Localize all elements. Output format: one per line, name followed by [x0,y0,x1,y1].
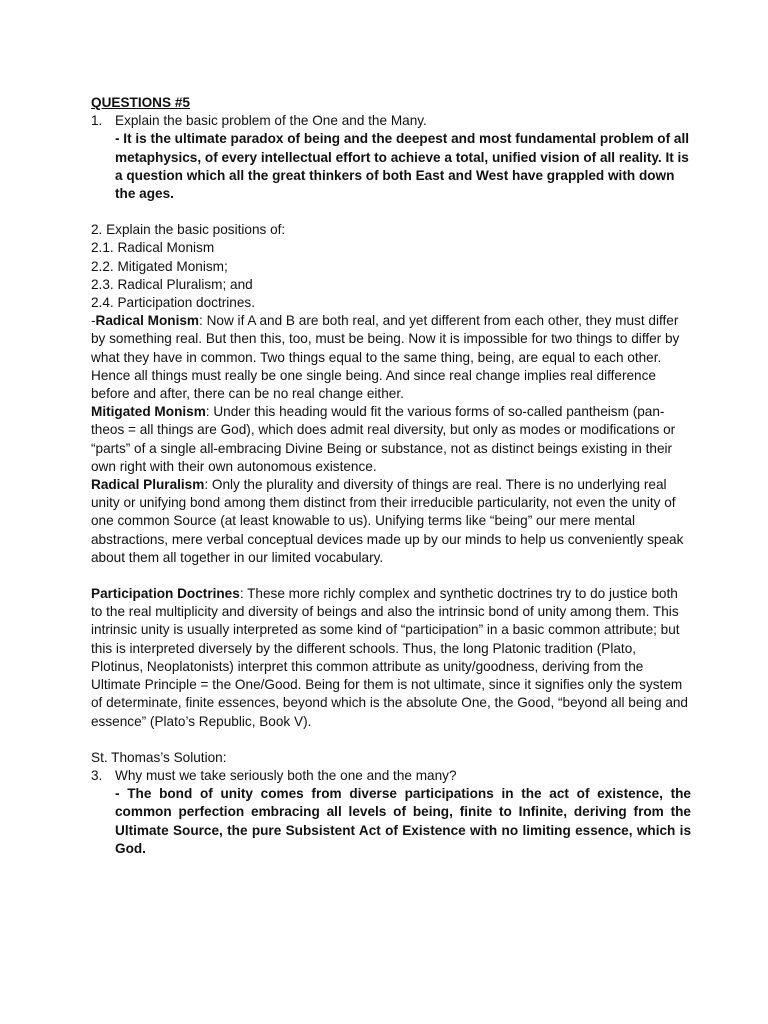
mitigated-monism-paragraph [91,403,691,476]
page-title: QUESTIONS #5 [91,95,190,110]
st-thomas-heading: St. Thomas’s Solution: [91,749,227,765]
mitigated-monism-text: : Under this heading would fit the various forms of so-called pantheism (pan-theos = all things are God), which does admit real diversity, but only as modes or modifications or “parts” of a single all-embracing Divine Being or substance, not as distinct beings existing in their own right with their own autonomous existence. [91,404,676,474]
radical-monism-prefix: - [91,313,96,329]
question-1-number: 1. [91,113,103,129]
spacer [91,731,691,749]
radical-monism-term: Radical Monism [95,313,200,329]
position-item-3: 2.3. Radical Pluralism; and [91,276,253,292]
spacer [91,567,691,585]
question-3-text: Why must we take seriously both the one and the many? [115,767,457,783]
question-1-text: Explain the basic problem of the One and the Many. [115,113,427,129]
question-2: 2. Explain the basic positions of: [91,222,286,238]
position-item-1: 2.1. Radical Monism [91,240,215,256]
participation-doctrines-term: Participation Doctrines [91,586,240,602]
radical-monism-paragraph [91,312,691,403]
position-item-2: 2.2. Mitigated Monism; [91,258,228,274]
participation-doctrines-text: : These more richly complex and synthetic doctrines try to do justice both to the real multiplicity and diversity of beings and also the intrinsic bond of unity among them. This intrinsic unity is usually interpreted as some kind of “participation” in a basic common attribute; but this is interpreted diversely by the different schools. Thus, the long Platonic tradition (Plato, Plotinus, Neoplatonists) interpret this common attribute as unity/goodness, deriving from the Ultimate Principle = the One/Good. Being for them is not ultimate, since it signifies only the system of determinate, finite essences, beyond which is the absolute One, the Good, “beyond all being and essence” (Plato’s Republic, Book V). [91,586,688,729]
mitigated-monism-term: Mitigated Monism [91,404,206,420]
radical-monism-text: : Now if A and B are both real, and yet different from each other, they must differ by something real. But then this, too, must be being. Now it is impossible for two things to differ by what they have in common. Two things equal to the same thing, being, are equal to each other. Hence all things must really be one single being. And since real change implies real difference before and after, there can be no real change either. [91,313,680,402]
answer-3: - The bond of unity comes from diverse participations in the act of existence, the common perfection embracing all levels of being, finite to Infinite, deriving from the Ultimate Source, the pure Subsistent Act of Existence with no limiting essence, which is God. [115,786,691,856]
question-3 [91,767,691,785]
radical-pluralism-text: : Only the plurality and diversity of things are real. There is no underlying real unity or unifying bond among them distinct from their irreducible particularity, not even the unity of one common Source (at least knowable to us). Unifying terms like “being” our mere mental abstractions, mere verbal conceptual devices made up by our minds to help us conveniently speak about them all together in our limited vocabulary. [91,477,684,565]
radical-pluralism-term: Radical Pluralism [91,477,205,493]
radical-pluralism-paragraph [91,476,691,567]
question-3-number: 3. [91,767,103,783]
participation-doctrines-paragraph [91,585,691,731]
document-page [91,94,691,858]
answer-1: - It is the ultimate paradox of being and the deepest and most fundamental problem of all metaphysics, of every intellectual effort to achieve a total, unified vision of all reality. It is a question which all the great thinkers of both East and West have grappled with down the ages. [115,131,690,202]
position-item-4: 2.4. Participation doctrines. [91,295,255,311]
question-1 [91,112,691,130]
title-line [91,94,691,112]
spacer [91,203,691,221]
